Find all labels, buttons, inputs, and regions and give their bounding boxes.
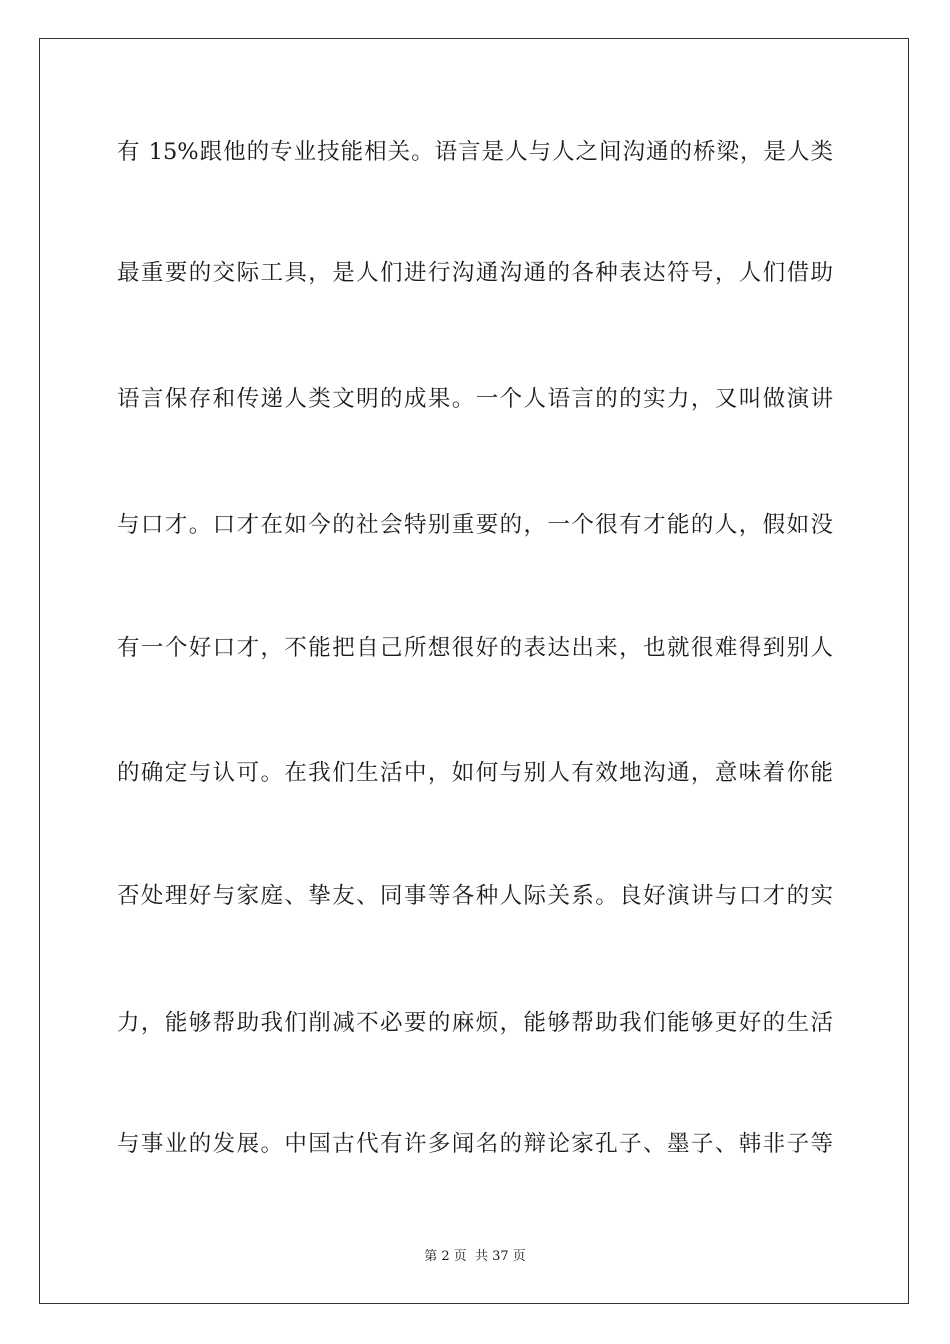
paragraph-line-9: 与事业的发展。中国古代有许多闻名的辩论家孔子、墨子、韩非子等 (117, 1131, 833, 1157)
total-page-count: 共 37 页 (474, 1249, 526, 1264)
paragraph-line-6: 的确定与认可。在我们生活中，如何与别人有效地沟通，意味着你能 (117, 760, 833, 786)
current-page-number: 第 2 页 (424, 1249, 467, 1264)
paragraph-line-5: 有一个好口才，不能把自己所想很好的表达出来，也就很难得到别人 (117, 635, 833, 661)
paragraph-line-1: 有 15%跟他的专业技能相关。语言是人与人之间沟通的桥梁，是人类 (117, 139, 833, 165)
paragraph-line-2: 最重要的交际工具，是人们进行沟通沟通的各种表达符号，人们借助 (117, 260, 833, 286)
paragraph-line-3: 语言保存和传递人类文明的成果。一个人语言的的实力，又叫做演讲 (117, 386, 833, 412)
paragraph-line-4: 与口才。口才在如今的社会特别重要的，一个很有才能的人，假如没 (117, 512, 833, 538)
paragraph-line-8: 力，能够帮助我们削减不必要的麻烦，能够帮助我们能够更好的生活 (117, 1010, 833, 1036)
paragraph-line-7: 否处理好与家庭、挚友、同事等各种人际关系。良好演讲与口才的实 (117, 883, 833, 909)
page-footer (0, 1248, 950, 1266)
page-border (39, 38, 909, 1304)
